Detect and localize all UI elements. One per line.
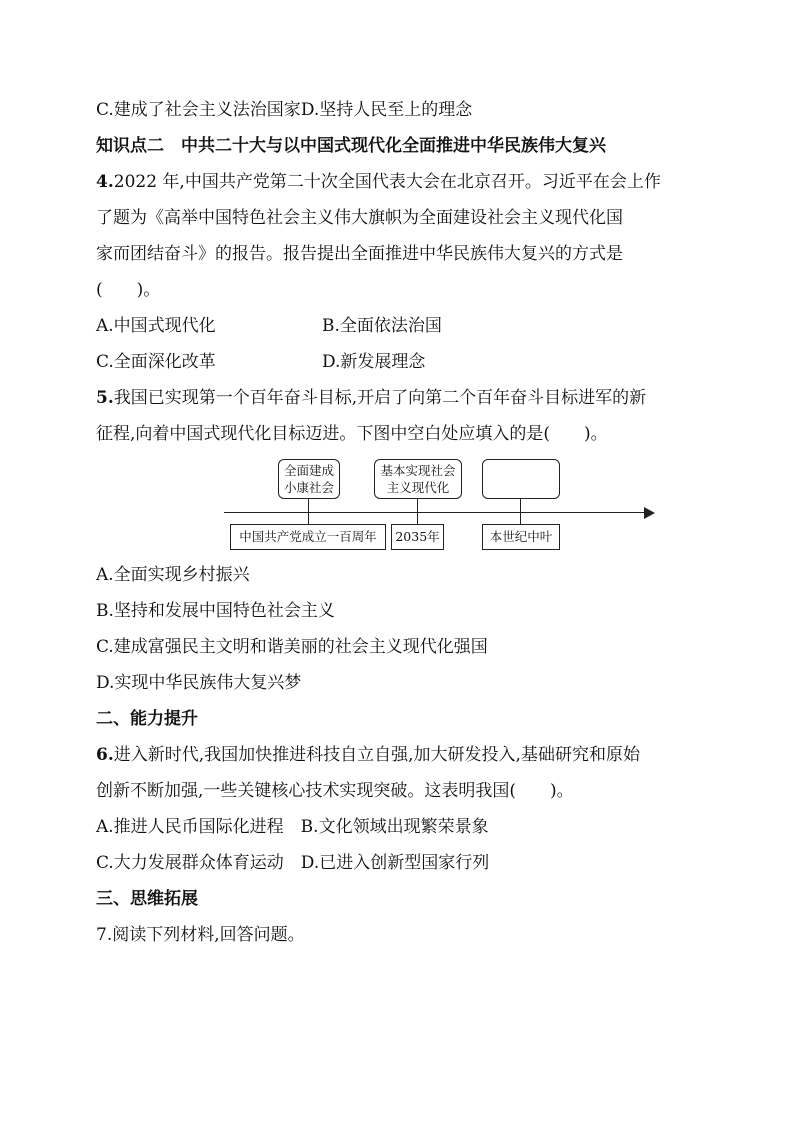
timeline-blank-box <box>482 459 560 499</box>
timeline-box-1: 全面建成 小康社会 <box>278 459 340 499</box>
q4-number: 4. <box>96 172 114 192</box>
q6-options-ab: A.推进人民币国际化进程 B.文化领域出现繁荣景象 <box>96 817 489 837</box>
q4-option-d: D.新发展理念 <box>322 352 426 372</box>
q3-options-cd <box>96 98 472 122</box>
q5-option-a: A.全面实现乡村振兴 <box>96 565 250 585</box>
timeline-axis <box>224 512 646 513</box>
timeline-arrow-icon <box>644 507 655 519</box>
q4-line-3: 家而团结奋斗》的报告。报告提出全面推进中华民族伟大复兴的方式是 <box>96 244 623 264</box>
q6-options-cd: C.大力发展群众体育运动 D.已进入创新型国家行列 <box>96 853 490 873</box>
q4-line-1 <box>96 170 661 194</box>
q5-option-c: C.建成富强民主文明和谐美丽的社会主义现代化强国 <box>96 637 488 657</box>
q5-text-1: 我国已实现第一个百年奋斗目标,开启了向第二个百年奋斗目标进军的新 <box>113 388 647 408</box>
timeline-tick-3 <box>520 499 521 524</box>
timeline-label-1: 中国共产党成立一百周年 <box>230 524 386 550</box>
q3-option-d: D.坚持人民至上的理念 <box>300 100 473 120</box>
q4-option-a: A.中国式现代化 <box>96 316 216 336</box>
q6-number: 6. <box>96 745 114 765</box>
q4-option-b: B.全面依法治国 <box>322 316 442 336</box>
q6-line-2: 创新不断加强,一些关键核心技术实现突破。这表明我国( )。 <box>96 781 574 801</box>
q6-line-1 <box>96 743 640 767</box>
section-thinking: 三、思维拓展 <box>96 889 198 909</box>
q4-line-2: 了题为《高举中国特色社会主义伟大旗帜为全面建设社会主义现代化国 <box>96 208 623 228</box>
timeline-label-2: 2035年 <box>391 524 444 550</box>
timeline-box-2: 基本实现社会 主义现代化 <box>374 459 462 499</box>
timeline-tick-2 <box>417 499 418 524</box>
q4-option-c: C.全面深化改革 <box>96 352 216 372</box>
q5-number: 5. <box>96 388 114 408</box>
section-ability: 二、能力提升 <box>96 709 198 729</box>
timeline-label-3: 本世纪中叶 <box>482 524 560 550</box>
q4-answer-blank: ( )。 <box>96 280 161 300</box>
q4-text-1: 2022 年,中国共产党第二十次全国代表大会在北京召开。习近平在会上作 <box>113 172 661 192</box>
q5-option-d: D.实现中华民族伟大复兴梦 <box>96 673 302 693</box>
q5-line-2: 征程,向着中国式现代化目标迈进。下图中空白处应填入的是( )。 <box>96 424 608 444</box>
timeline-tick-1 <box>308 499 309 524</box>
q3-option-c: C.建成了社会主义法治国家 <box>96 100 301 120</box>
q7-line: 7.阅读下列材料,回答问题。 <box>96 925 305 945</box>
q6-text-1: 进入新时代,我国加快推进科技自立自强,加大研发投入,基础研究和原始 <box>113 745 640 765</box>
q5-line-1 <box>96 386 646 410</box>
q4-options-ab <box>96 314 216 338</box>
q5-option-b: B.坚持和发展中国特色社会主义 <box>96 601 335 621</box>
section-knowledge-point-2: 知识点二 中共二十大与以中国式现代化全面推进中华民族伟大复兴 <box>96 136 606 156</box>
